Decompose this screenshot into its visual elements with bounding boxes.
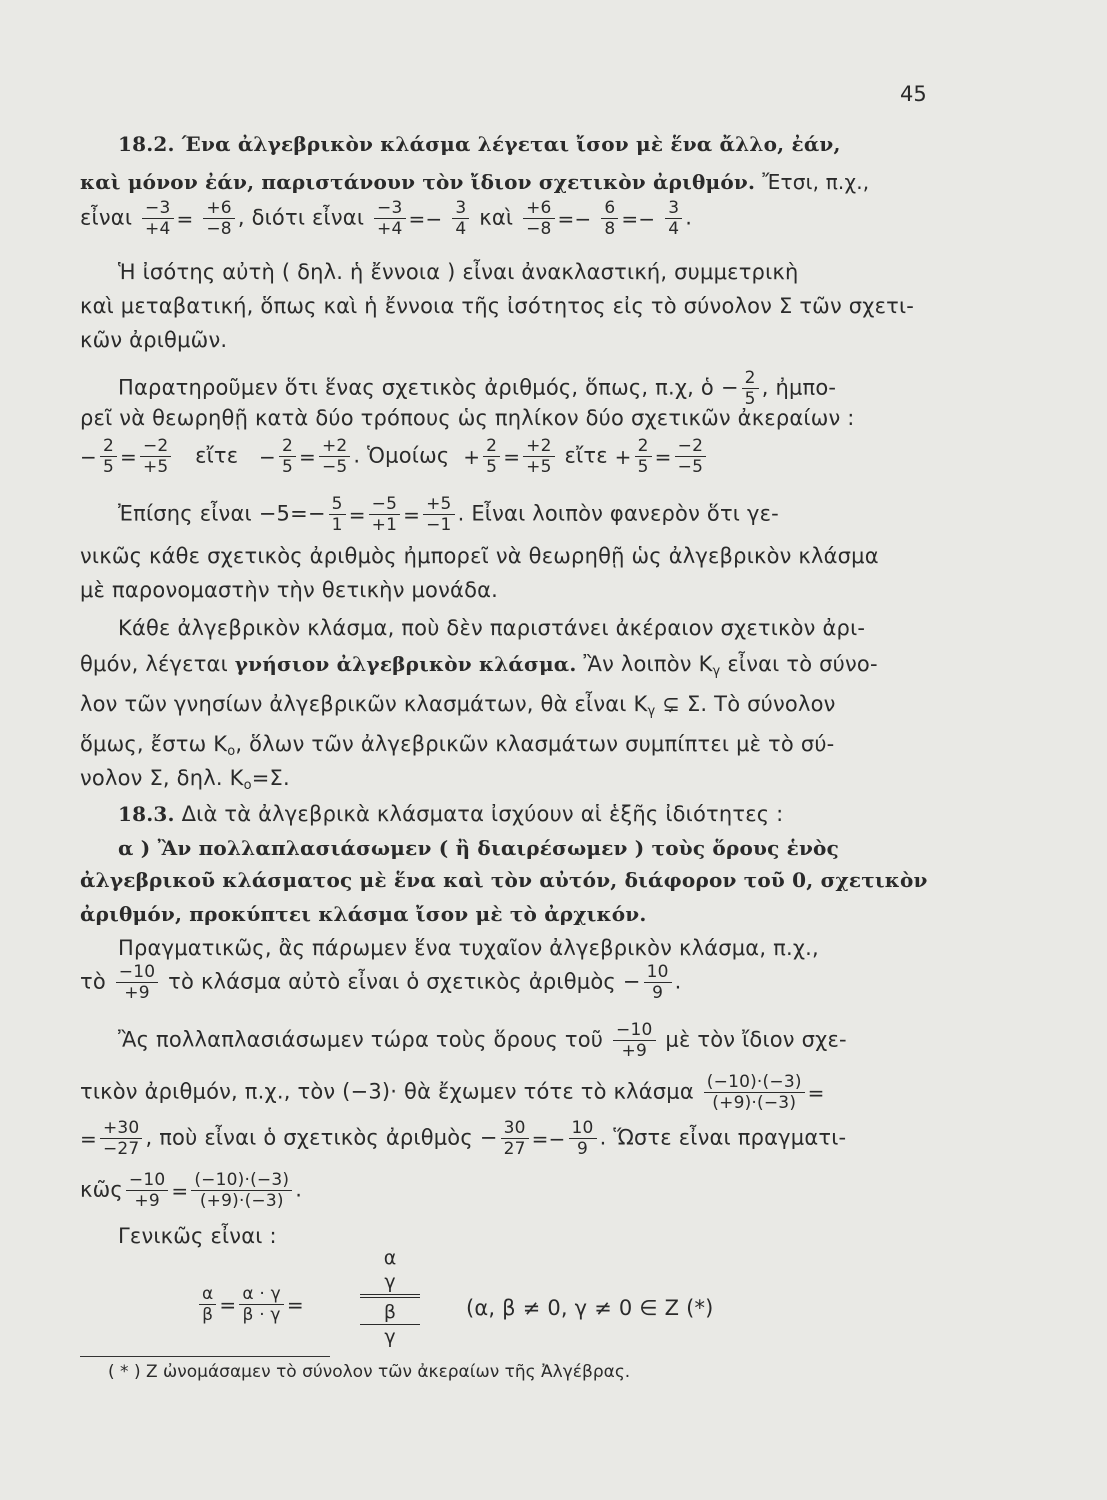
paragraph-line: ρεῖ νὰ θεωρηθῇ κατὰ δύο τρόπους ὡς πηλίκον δύο σχετικῶν ἀκεραίων : (80, 406, 855, 430)
equation-line-1: εἶναι $\frac{-3}{+4}$ = $\frac{+6}{-8}$ , διότι εἶναι $\frac{-3}{+4}$ =− $\frac{3}{4}$ καὶ $\frac{+6}{-8}$ =− $\frac{6}{8}$ =− $\frac{3}{4}$ . (80, 198, 693, 239)
formula-condition: (α, β ≠ 0, γ ≠ 0 ∈ Ζ (*) (466, 1296, 714, 1320)
section-18-3-heading: 18.3. Διὰ τὰ ἀλγεβρικὰ κλάσματα ἰσχύουν αἱ ἑξῆς ἰδιότητες : (118, 802, 784, 826)
fraction: $\frac{2}{5}$ (742, 368, 759, 409)
paragraph-line: θμόν, λέγεται γνήσιον ἀλγεβρικὸν κλάσμα. Ἂν λοιπὸν $K_\gamma$ εἶναι τὸ σύνο- (80, 652, 878, 679)
paragraph-line: κῶς $\frac{-10}{+9}$ = $\frac{(-10)\cdot(-3)}{(+9)\cdot(-3)}$ . (80, 1170, 303, 1211)
section-18-2-line1: 18.2. Ένα ἀλγεβρικὸν κλάσμα λέγεται ἴσον μὲ ἕνα ἄλλο, ἐάν, (118, 132, 841, 156)
fraction: $\frac{3}{4}$ (452, 198, 469, 239)
paragraph-line: καὶ μεταβατική, ὅπως καὶ ἡ ἔννοια τῆς ἰσότητος εἰς τὸ σύνολον Σ τῶν σχετι- (80, 294, 915, 318)
paragraph-line: = $\frac{+30}{-27}$ , ποὺ εἶναι ὁ σχετικὸς ἀριθμὸς − $\frac{30}{27}$ =− $\frac{10}{9}$ . Ὥστε εἶναι πραγματι- (80, 1118, 847, 1159)
paragraph-line: τὸ $\frac{-10}{+9}$ τὸ κλάσμα αὐτὸ εἶναι ὁ σχετικὸς ἀριθμὸς − $\frac{10}{9}$ . (80, 962, 682, 1003)
fraction: $\frac{+6}{-8}$ (203, 198, 234, 239)
paragraph-line: Ἂς πολλαπλασιάσωμεν τώρα τοὺς ὅρους τοῦ $\frac{-10}{+9}$ μὲ τὸν ἴδιον σχε- (118, 1020, 847, 1061)
fraction: $\frac{3}{4}$ (665, 198, 682, 239)
fraction: $\frac{6}{8}$ (601, 198, 618, 239)
section-number: 18.3. (118, 802, 175, 826)
property-a-line: ἀριθμόν, προκύπτει κλάσμα ἴσον μὲ τὸ ἀρχικόν. (80, 902, 647, 926)
paragraph-line: λον τῶν γνησίων ἀλγεβρικῶν κλασμάτων, θὰ εἶναι $K_\gamma$ ⊊ Σ. Τὸ σύνολον (80, 692, 836, 719)
paragraph-line: Γενικῶς εἶναι : (118, 1224, 277, 1248)
paragraph-line: κῶν ἀριθμῶν. (80, 328, 228, 352)
paragraph-line: μὲ παρονομαστὴν τὴν θετικὴν μονάδα. (80, 578, 499, 602)
fraction: $\frac{-3}{+4}$ (374, 198, 405, 239)
equation-line-2: − $\frac{2}{5}$ = $\frac{-2}{+5}$ εἴτε − $\frac{2}{5}$ = $\frac{+2}{-5}$ . Ὁμοίως + $\frac{2}{5}$ = $\frac{+2}{+5}$ εἴτε + $\frac{2}{5}$ = $\frac{-2}{-5}$ (80, 436, 709, 477)
property-a-line: α ) Ἂν πολλαπλασιάσωμεν ( ἢ διαιρέσωμεν ) τοὺς ὅρους ἑνὸς (118, 836, 839, 860)
paragraph-line: Κάθε ἀλγεβρικὸν κλάσμα, ποὺ δὲν παριστάνει ἀκέραιον σχετικὸν ἀρι- (118, 616, 866, 640)
section-18-2-line2: καὶ μόνον ἐάν, παριστάνουν τὸν ἴδιον σχετικὸν ἀριθμόν. Ἔτσι, π.χ., (80, 170, 870, 194)
term-bold: γνήσιον ἀλγεβρικὸν κλάσμα. (234, 652, 577, 676)
property-a-line: ἀλγεβρικοῦ κλάσματος μὲ ἕνα καὶ τὸν αὐτόν, διάφορον τοῦ 0, σχετικὸν (80, 868, 928, 892)
paragraph-line: ὅμως, ἔστω $K_o$, ὅλων τῶν ἀλγεβρικῶν κλασμάτων συμπίπτει μὲ τὸ σύ- (80, 732, 835, 759)
fraction: $\frac{+6}{-8}$ (523, 198, 554, 239)
footnote: ( * ) Ζ ὠνομάσαμεν τὸ σύνολον τῶν ἀκεραίων τῆς Ἀλγέβρας. (108, 1362, 631, 1382)
paragraph-line: Παρατηροῦμεν ὅτι ἕνας σχετικὸς ἀριθμός, ὅπως, π.χ, ὁ − $\frac{2}{5}$ , ἠμπο- (118, 368, 837, 409)
subset-symbol: ⊊ (662, 692, 681, 716)
paragraph-line: τικὸν ἀριθμόν, π.χ., τὸν (−3)· θὰ ἔχωμεν τότε τὸ κλάσμα $\frac{(-10)\cdot(-3)}{(+9)\cdot(-3)}$ = (80, 1072, 825, 1113)
equation-line-3: Ἐπίσης εἶναι −5=− $\frac{5}{1}$ = $\frac{-5}{+1}$ = $\frac{+5}{-1}$ . Εἶναι λοιπὸν φανερὸν ὅτι γε- (118, 494, 779, 535)
paragraph-line: Ἡ ἰσότης αὐτὴ ( δηλ. ἡ ἔννοια ) εἶναι ἀνακλαστική, συμμετρικὴ (118, 260, 799, 284)
page-number: 45 (900, 82, 927, 106)
book-page: 45 18.2. Ένα ἀλγεβρικὸν κλάσμα λέγεται ἴσον μὲ ἕνα ἄλλο, ἐάν, καὶ μόνον ἐάν, παριστάνουν τὸν ἴδιον σχετικὸν ἀριθμόν. Ἔτσι, π.χ., εἶναι $\frac{-3}{+4}$ = $\frac{+6}{-8}$ , διότι εἶναι $\frac{-3}{+4}$ =− $\frac{3}{4}$ καὶ $\frac{+6}{-8}$ =− $\frac{6}{8}$ =− $\frac{3}{4}$ . Ἡ ἰσότης αὐτὴ ( δηλ. ἡ ἔννοια ) εἶναι ἀνακλαστική, συμμετρικὴ καὶ μεταβατική, ὅπως καὶ ἡ ἔννοια τῆς ἰσότητος εἰς τὸ σύνολον Σ τῶν σχετι- κῶν ἀριθμῶν. Παρατηροῦμεν ὅτι ἕνας σχετικὸς ἀριθμός, ὅπως, π.χ, ὁ − $\frac{2}{5}$ , ἠμπο- ρεῖ νὰ θεωρηθῇ κατὰ δύο τρόπους ὡς πηλίκον δύο σχετικῶν ἀκεραίων : − $\frac{2}{5}$ = $\frac{-2}{+5}$ εἴτε − $\frac{2}{5}$ = $\frac{+2}{-5}$ . Ὁμοίως + $\frac{2}{5}$ = $\frac{+2}{+5}$ εἴτε + $\frac{2}{5}$ = $\frac{-2}{-5}$ Ἐπίσης εἶναι −5=− $\frac{5}{1}$ = $\frac{-5}{+1}$ = $\frac{+5}{-1}$ . Εἶναι λοιπὸν φανερὸν ὅτι γε- νικῶς κάθε σχετικὸς ἀριθμὸς ἠμπορεῖ νὰ θεωρηθῇ ὡς ἀλγεβρικὸν κλάσμα μὲ παρονομαστὴν τὴν θετικὴν μονάδα. Κάθε ἀλγεβρικὸν κλάσμα, ποὺ δὲν παριστάνει ἀκέραιον σχετικὸν ἀρι- θμόν, λέγεται γνήσιον ἀλγεβρικὸν κλάσμα. Ἂν λοιπὸν $K_\gamma$ εἶναι τὸ σύνο- λον τῶν γνησίων ἀλγεβρικῶν κλασμάτων, θὰ εἶναι $K_\gamma$ ⊊ Σ. Τὸ σύνολον ὅμως, ἔστω $K_o$, ὅλων τῶν ἀλγεβρικῶν κλασμάτων συμπίπτει μὲ τὸ σύ- νολον Σ, δηλ. $K_o=\Sigma$. 18.3. Διὰ τὰ ἀλγεβρικὰ κλάσματα ἰσχύουν αἱ ἑξῆς ἰδιότητες : α ) Ἂν πολλαπλασιάσωμεν ( ἢ διαιρέσωμεν ) τοὺς ὅρους ἑνὸς ἀλγεβρικοῦ κλάσματος μὲ ἕνα καὶ τὸν αὐτόν, διάφορον τοῦ 0, σχετικὸν ἀριθμόν, προκύπτει κλάσμα ἴσον μὲ τὸ ἀρχικόν. Πραγματικῶς, ἂς πάρωμεν ἕνα τυχαῖον ἀλγεβρικὸν κλάσμα, π.χ., τὸ $\frac{-10}{+9}$ τὸ κλάσμα αὐτὸ εἶναι ὁ σχετικὸς ἀριθμὸς − $\frac{10}{9}$ . Ἂς πολλαπλασιάσωμεν τώρα τοὺς ὅρους τοῦ $\frac{-10}{+9}$ μὲ τὸν ἴδιον σχε- τικὸν ἀριθμόν, π.χ., τὸν (−3)· θὰ ἔχωμεν τότε τὸ κλάσμα $\frac{(-10)\cdot(-3)}{(+9)\cdot(-3)}$ = = $\frac{+30}{-27}$ , ποὺ εἶναι ὁ σχετικὸς ἀριθμὸς − $\frac{30}{27}$ =− $\frac{10}{9}$ . Ὥστε εἶναι πραγματι- κῶς $\frac{-10}{+9}$ = $\frac{(-10)\cdot(-3)}{(+9)\cdot(-3)}$ . Γενικῶς εἶναι : $\frac{\alpha}{\beta}$ = $\frac{\alpha \cdot \gamma}{\beta \cdot \gamma}$ = α γ β γ (α, β ≠ 0, γ ≠ 0 ∈ Ζ (*) ( * ) Ζ ὠνομάσαμεν τὸ σύνολον τῶν ἀκεραίων τῆς Ἀλγέβρας. (80, 82, 928, 1382)
paragraph-line: νολον Σ, δηλ. $K_o=\Sigma$. (80, 766, 290, 793)
footnote-rule (80, 1356, 330, 1357)
paragraph-line: νικῶς κάθε σχετικὸς ἀριθμὸς ἠμπορεῖ νὰ θεωρηθῇ ὡς ἀλγεβρικὸν κλάσμα (80, 544, 879, 568)
fraction: $\frac{-3}{+4}$ (142, 198, 173, 239)
compound-fraction: α γ β γ (360, 1246, 420, 1349)
section-number: 18.2. (118, 132, 175, 156)
paragraph-line: Πραγματικῶς, ἂς πάρωμεν ἕνα τυχαῖον ἀλγεβρικὸν κλάσμα, π.χ., (118, 936, 819, 960)
